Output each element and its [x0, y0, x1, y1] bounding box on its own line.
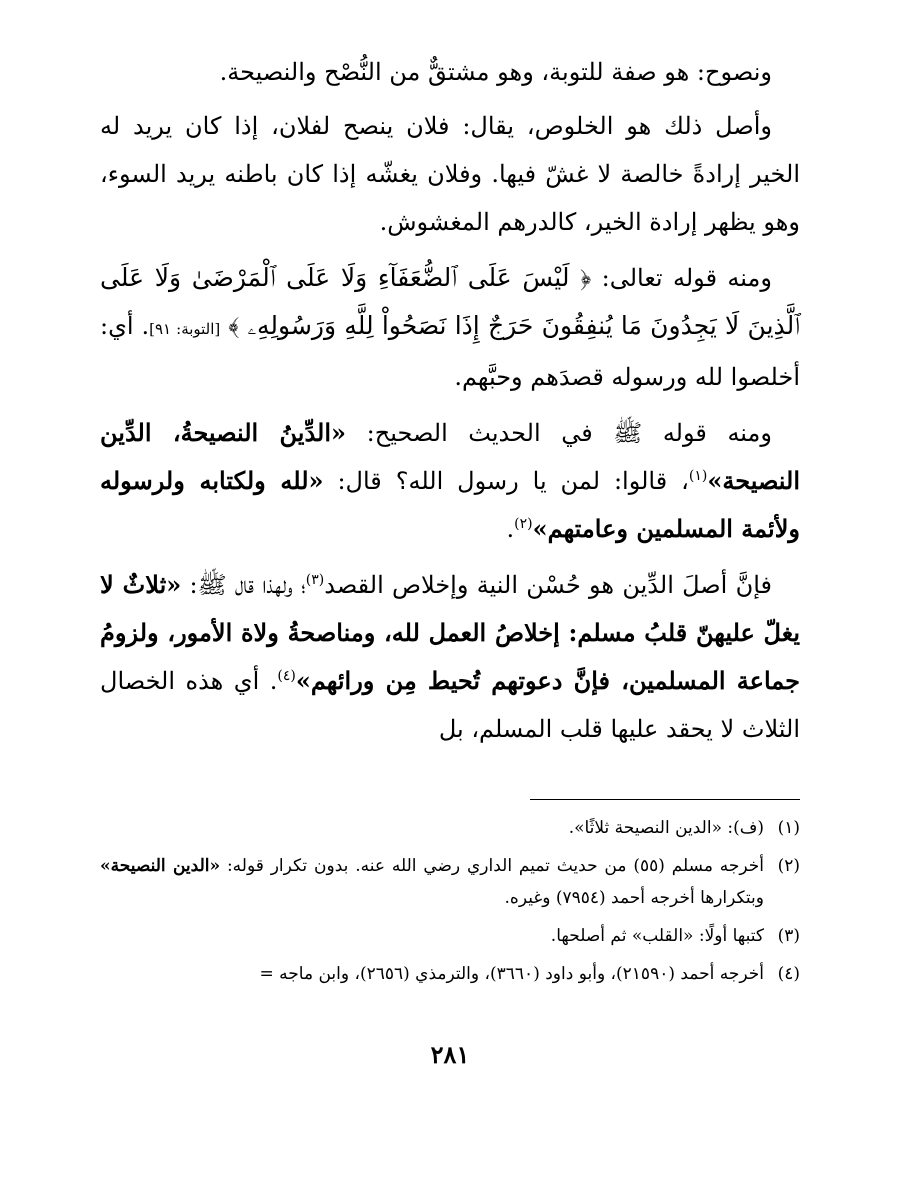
- footnote-text: أخرجه أحمد (٢١٥٩٠)، وأبو داود (٣٦٦٠)، والترمذي (٢٦٥٦)، وابن ماجه =: [259, 964, 764, 984]
- paragraph-4-end: .: [506, 515, 515, 543]
- page-number: ٢٨١: [430, 1040, 470, 1069]
- main-text: [100, 48, 800, 761]
- paragraph-3-intro: ومنه قوله تعالى:: [601, 264, 772, 292]
- footnote-text: [100, 850, 764, 914]
- hadith-text-2: «لله ولكتابه ولرسوله ولأئمة المسلمين وعامتهم»: [100, 466, 800, 543]
- footnote-3: [100, 920, 800, 952]
- footnote-separator: [530, 799, 800, 800]
- footnote-1: [100, 812, 800, 844]
- paragraph-4-mid: ، قالوا: لمن يا رسول الله؟ قال:: [337, 467, 689, 495]
- footnote-number: (١): [777, 818, 800, 838]
- footnote-text: (ف): «الدين النصيحة ثلاثًا».: [568, 818, 764, 838]
- hadith-text-3: «ثلاثٌ لا يغلّ عليهنّ قلبُ مسلم: إخلاصُ العمل لله، ومناصحةُ ولاة الأمور، ولزومُ جماعة المسلمين، فإنَّ دعوتهم تُحيط مِن ورائهم»: [100, 570, 800, 695]
- footnote-4: [100, 958, 800, 990]
- paragraph-4-intro: ومنه قوله ﷺ في الحديث الصحيح:: [366, 419, 772, 447]
- paragraph-3-after: . أي: أخلصوا لله ورسوله قصدَهم وحبَّهم.: [100, 312, 800, 391]
- paragraph-4: [100, 409, 800, 553]
- footnote-text-part-a: أخرجه مسلم (٥٥) من حديث تميم الداري رضي الله عنه. بدون تكرار قوله:: [226, 856, 765, 876]
- footnote-ref-2[interactable]: (٢): [514, 516, 533, 532]
- paragraph-5-end: . أي هذه الخصال الثلاث لا يحقد عليها قلب المسلم، بل: [100, 667, 800, 743]
- paragraph-5-mid: ؛ ولهذا قال ﷺ:: [189, 571, 306, 599]
- paragraph-3: [100, 254, 800, 401]
- paragraph-5-intro: فإنَّ أصلَ الدِّين هو حُسْن النية وإخلاص القصد: [324, 571, 772, 599]
- paragraph-5: [100, 561, 800, 753]
- footnote-number: (٢): [777, 856, 800, 876]
- footnote-2: [100, 850, 800, 914]
- footnote-ref-4[interactable]: (٤): [277, 668, 296, 684]
- surah-reference: [التوبة: ٩١]: [149, 320, 221, 338]
- footnote-number: (٣): [777, 926, 800, 946]
- paragraph-2: وأصل ذلك هو الخلوص، يقال: فلان ينصح لفلان، إذا كان يريد له الخير إرادةً خالصة لا غشّ فيها. وفلان يغشّه إذا كان باطنه يريد السوء، وهو يظهر إرادة الخير، كالدرهم المغشوش.: [100, 112, 800, 236]
- footnote-number: (٤): [777, 964, 800, 984]
- footnote-text-part-b: وبتكرارها أخرجه أحمد (٧٩٥٤) وغيره.: [504, 888, 764, 908]
- footnote-ref-1[interactable]: (١): [688, 468, 708, 484]
- footnote-text: كتبها أولًا: «القلب» ثم أصلحها.: [550, 926, 764, 946]
- hadith-text-1: «الدِّينُ النصيحةُ، الدِّين النصيحة»: [100, 418, 800, 495]
- paragraph-1: ونصوح: هو صفة للتوبة، وهو مشتقٌّ من النُّصْح والنصيحة.: [219, 58, 772, 86]
- footnote-ref-3[interactable]: (٣): [305, 572, 325, 588]
- footnotes: [100, 812, 800, 996]
- quran-verse: ﴿ لَيْسَ عَلَى ٱلضُّعَفَآءِ وَلَا عَلَى ٱلْمَرْضَىٰ وَلَا عَلَى ٱلَّذِينَ لَا يَجِدُونَ مَا يُنفِقُونَ حَرَجٌ إِذَا نَصَحُواْ لِلَّهِ وَرَسُولِهِۦ ﴾: [100, 263, 801, 340]
- footnote-quote: «الدين النصيحة»: [100, 856, 221, 876]
